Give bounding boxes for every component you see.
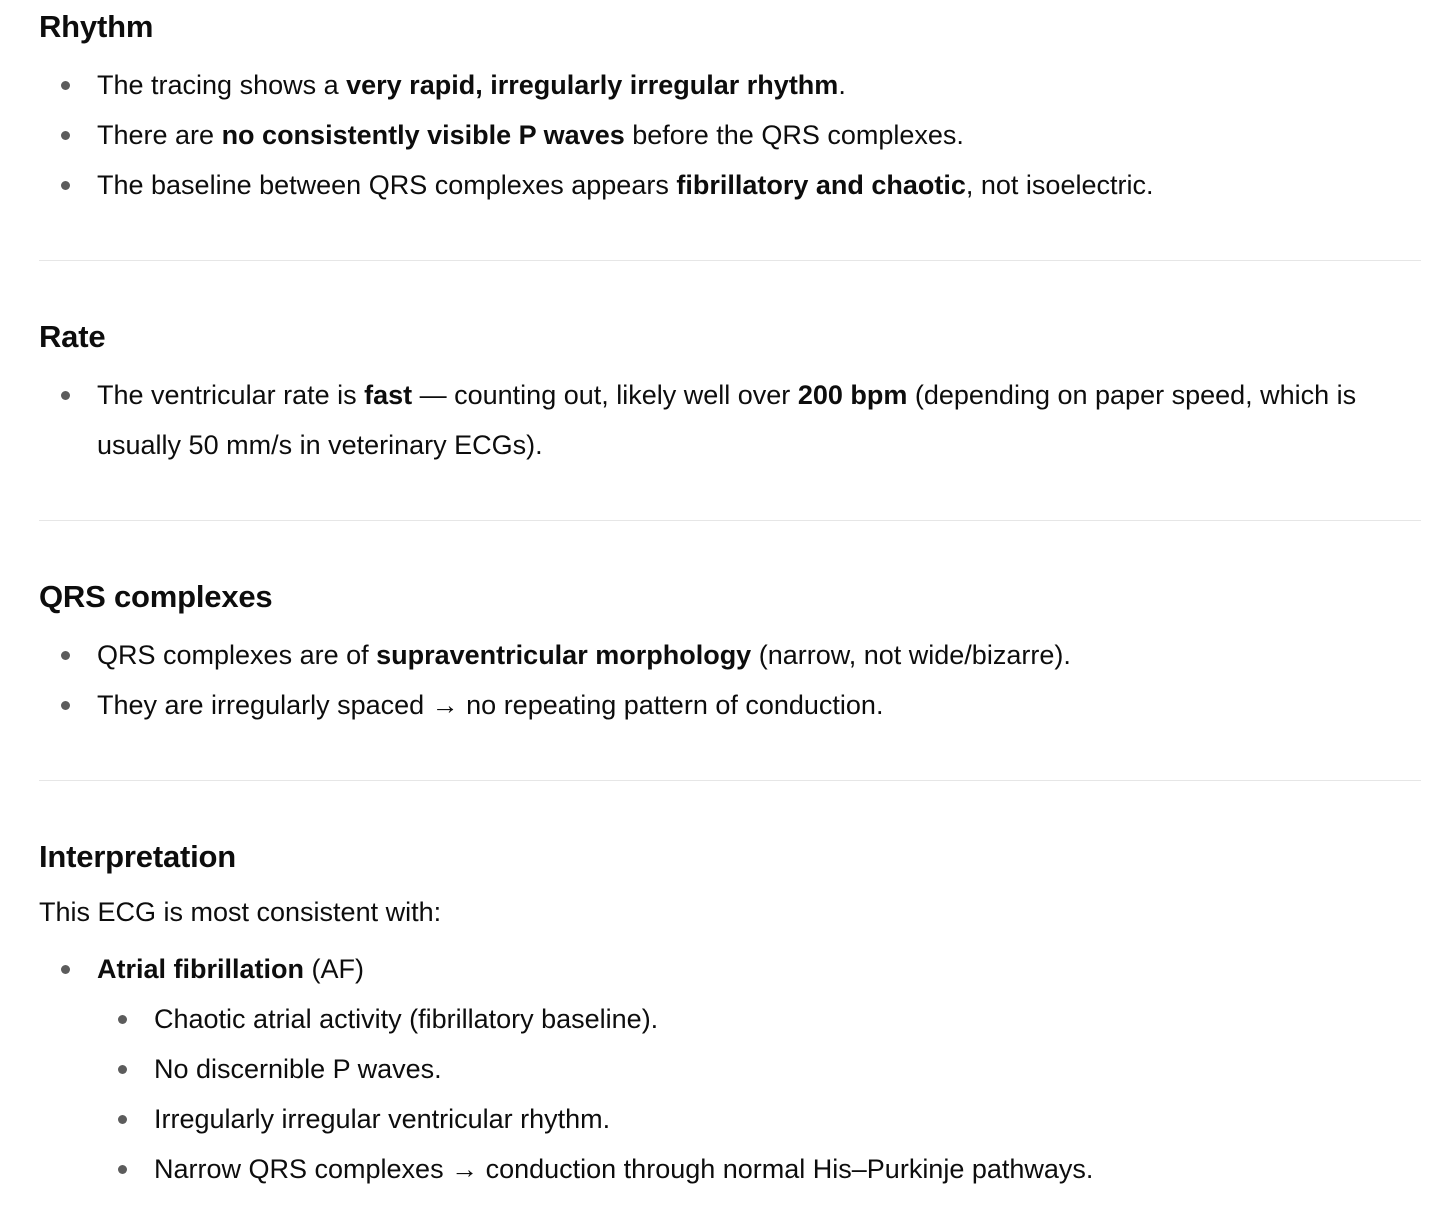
list-item: The ventricular rate is fast — counting out, likely well over 200 bpm (depending on paper speed, which is usually 50 mm/s in veterinary ECGs). xyxy=(39,370,1421,470)
section-qrs-complexes xyxy=(39,577,1421,730)
nested-list-item: Irregularly irregular ventricular rhythm. xyxy=(39,1094,1421,1144)
rhythm-list xyxy=(39,60,1421,210)
list-item: The tracing shows a very rapid, irregularly irregular rhythm. xyxy=(39,60,1421,110)
nested-list-item: Narrow QRS complexes → conduction through normal His–Purkinje pathways. xyxy=(39,1144,1421,1194)
rate-list xyxy=(39,370,1421,470)
section-heading-qrs: QRS complexes xyxy=(39,579,273,614)
list-item: They are irregularly spaced → no repeating pattern of conduction. xyxy=(39,680,1421,730)
section-rate xyxy=(39,317,1421,470)
section-rhythm xyxy=(39,7,1421,210)
section-divider xyxy=(39,780,1421,781)
nested-list-item: Chaotic atrial activity (fibrillatory baseline). xyxy=(39,994,1421,1044)
section-heading-interpretation: Interpretation xyxy=(39,839,236,874)
interpretation-intro: This ECG is most consistent with: xyxy=(39,897,442,927)
nested-list-item: No discernible P waves. xyxy=(39,1044,1421,1094)
section-heading-rhythm: Rhythm xyxy=(39,9,154,44)
list-item: QRS complexes are of supraventricular morphology (narrow, not wide/bizarre). xyxy=(39,630,1421,680)
qrs-list xyxy=(39,630,1421,730)
section-interpretation xyxy=(39,837,1421,1194)
section-divider xyxy=(39,520,1421,521)
list-item: Atrial fibrillation (AF) xyxy=(39,944,1421,994)
section-heading-rate: Rate xyxy=(39,319,106,354)
list-item: There are no consistently visible P waves before the QRS complexes. xyxy=(39,110,1421,160)
section-divider xyxy=(39,260,1421,261)
list-item: The baseline between QRS complexes appears fibrillatory and chaotic, not isoelectric. xyxy=(39,160,1421,210)
interpretation-list xyxy=(39,944,1421,1194)
